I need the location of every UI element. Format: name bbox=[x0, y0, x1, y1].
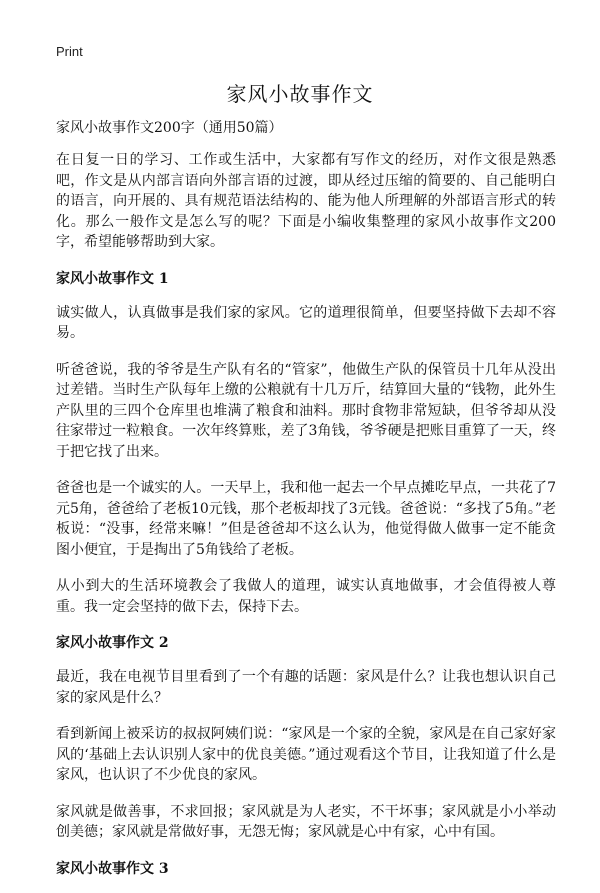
section-1-paragraph-1: 诚实做人，认真做事是我们家的家风。它的道理很简单，但要坚持做下去却不容易。 bbox=[56, 304, 556, 341]
section-heading-3: 家风小故事作文 3 bbox=[56, 860, 169, 877]
section-heading-1: 家风小故事作文 1 bbox=[56, 270, 169, 287]
section-1-paragraph-4: 从小到大的生活环境教会了我做人的道理，诚实认真地做事，才会值得被人尊重。我一定会坚持的做下去，保持下去。 bbox=[56, 578, 556, 615]
document-body bbox=[56, 118, 556, 893]
section-2-paragraph-2: 看到新闻上被采访的叔叔阿姨们说：“家风是一个家的全貌，家风是在自己家好家风的‘基础上去认识别人家中的优良美德。”通过观看这个节目，让我知道了什么是家风，也认识了不少优良的家风。 bbox=[56, 726, 556, 783]
document-title: 家风小故事作文 bbox=[226, 82, 374, 106]
print-label: Print bbox=[56, 44, 83, 59]
section-2-paragraph-3: 家风就是做善事，不求回报；家风就是为人老实，不干坏事；家风就是小小举动创美德；家风就是常做好事，无怨无悔；家风就是心中有家，心中有国。 bbox=[56, 803, 556, 840]
section-1-paragraph-2: 听爸爸说，我的爷爷是生产队有名的“管家”，他做生产队的保管员十几年从没出过差错。当时生产队每年上缴的公粮就有十几万斤，结算回大量的“钱物，此外生产队里的三四个仓库里也堆满了粮食和油料。那时食物非常短缺，但爷爷却从没往家带过一粒粮食。一次年终算账，差了3角钱，爷爷硬是把账目重算了一天，终于把它找了出来。 bbox=[56, 361, 556, 460]
section-heading-2: 家风小故事作文 2 bbox=[56, 635, 169, 651]
document-subtitle: 家风小故事作文200字（通用50篇） bbox=[56, 120, 283, 136]
intro-paragraph: 在日复一日的学习、工作或生活中，大家都有写作文的经历，对作文很是熟悉吧，作文是从内部言语向外部言语的过渡，即从经过压缩的简要的、自己能明白的语言，向开展的、具有规范语法结构的、能为他人所理解的外部语言形式的转化。那么一般作文是怎么写的呢？下面是小编收集整理的家风小故事作文200字，希望能够帮助到大家。 bbox=[56, 152, 556, 250]
section-2-paragraph-1: 最近，我在电视节目里看到了一个有趣的话题：家风是什么？让我也想认识自己家的家风是什么？ bbox=[56, 669, 556, 706]
section-1-paragraph-3: 爸爸也是一个诚实的人。一天早上，我和他一起去一个早点摊吃早点，一共花了7元5角，爸爸给了老板10元钱，那个老板却找了3元钱。爸爸说：“多找了5角。”老板说：“没事，经常来嘛！”但是爸爸却不这么认为，他觉得做人做事一定不能贪图小便宜，于是掏出了5角钱给了老板。 bbox=[56, 480, 556, 558]
